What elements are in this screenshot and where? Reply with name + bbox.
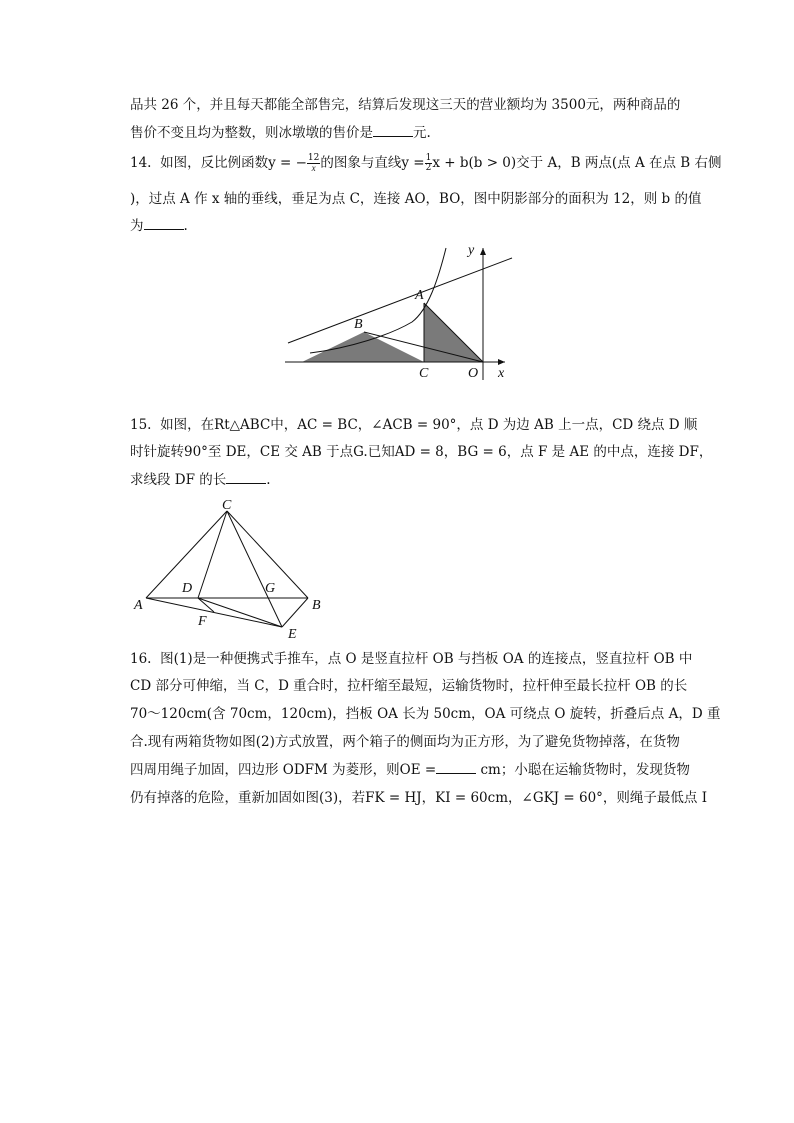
segment-CE [227, 511, 282, 627]
q14-figure [280, 240, 520, 385]
q16-line-4: 合.现有两箱货物如图(2)方式放置，两个箱子的侧面均为正方形，为了避免货物掉落，在货物 [130, 734, 680, 750]
y-axis-arrow [480, 248, 486, 255]
segment-BE [282, 598, 308, 627]
shaded-triangle-left [302, 332, 424, 362]
x-axis-arrow [498, 359, 505, 365]
answer-blank [373, 124, 413, 137]
q15-figure [130, 496, 330, 644]
q15-line-1: 15. 如图，在Rt△ABC中，AC = BC，∠ACB = 90°，点 D 为边 AB 上一点，CD 绕点 D 顺 [130, 417, 698, 433]
question-number: 14. [130, 155, 152, 171]
answer-blank [226, 471, 266, 484]
label-F: F [198, 614, 207, 629]
label-E: E [288, 627, 297, 642]
q15-line-2: 时针旋转90°至 DE，CE 交 AB 于点G.已知AD = 8，BG = 6，点 F 是 AE 的中点，连接 DF， [130, 444, 713, 460]
label-B: B [354, 317, 363, 332]
answer-blank [436, 761, 476, 774]
q13-line-2: 售价不变且均为整数，则冰墩墩的售价是 元. [130, 125, 431, 141]
q16-line-2: CD 部分可伸缩，当 C，D 重合时，拉杆缩至最短，运输货物时，拉杆伸至最长拉杆 OB 的长 [130, 678, 688, 694]
label-C: C [419, 366, 429, 381]
q16-line-3: 70～120cm(含 70cm，120cm)，挡板 OA 长为 50cm，OA 可绕点 O 旋转，折叠后点 A，D 重 [130, 706, 721, 722]
label-C: C [222, 498, 232, 513]
q15-line-3: 求线段 DF 的长 . [130, 472, 271, 488]
label-x: x [498, 366, 505, 381]
q14-line-1: 14. 如图，反比例函数y = − $\frac{12}{x}$ 的图象与直线y = $\frac{1}{2}$ x + b(b > 0)交于 A，B 两点(点 A 在点 B 右侧 [130, 153, 722, 173]
label-A: A [415, 288, 424, 303]
label-O: O [468, 366, 479, 381]
label-B: B [312, 598, 321, 613]
q13-line-1: 品共 26 个，并且每天都能全部售完，结算后发现这三天的营业额均为 3500元，两种商品的 [130, 97, 681, 113]
q16-line-5: 四周用绳子加固，四边形 ODFM 为菱形，则OE = cm；小聪在运输货物时，发现货物 [130, 762, 690, 778]
fraction-1-over-2: $\frac{1}{2}$ [425, 153, 432, 173]
q16-line-6: 仍有掉落的危险，重新加固如图(3)，若FK = HJ，KI = 60cm，∠GKJ = 60°，则绳子最低点 I [130, 790, 708, 806]
q14-line-3: 为 . [130, 218, 188, 234]
label-D: D [182, 581, 193, 596]
answer-blank [144, 217, 184, 230]
straight-line [288, 258, 512, 343]
label-y: y [468, 243, 475, 258]
q16-line-1: 16. 图(1)是一种便携式手推车，点 O 是竖直拉杆 OB 与挡板 OA 的连接点，竖直拉杆 OB 中 [130, 651, 693, 667]
segment-CD [198, 511, 227, 598]
label-A: A [134, 598, 143, 613]
question-number: 15. [130, 417, 152, 433]
label-G: G [265, 581, 276, 596]
segment-AE [146, 598, 282, 627]
question-number: 16. [130, 651, 152, 667]
q14-line-2: )，过点 A 作 x 轴的垂线，垂足为点 C，连接 AO，BO，图中阴影部分的面积为 12，则 b 的值 [130, 191, 702, 207]
segment-DE [198, 598, 282, 627]
fraction-12-over-x: $\frac{12}{x}$ [307, 153, 320, 173]
